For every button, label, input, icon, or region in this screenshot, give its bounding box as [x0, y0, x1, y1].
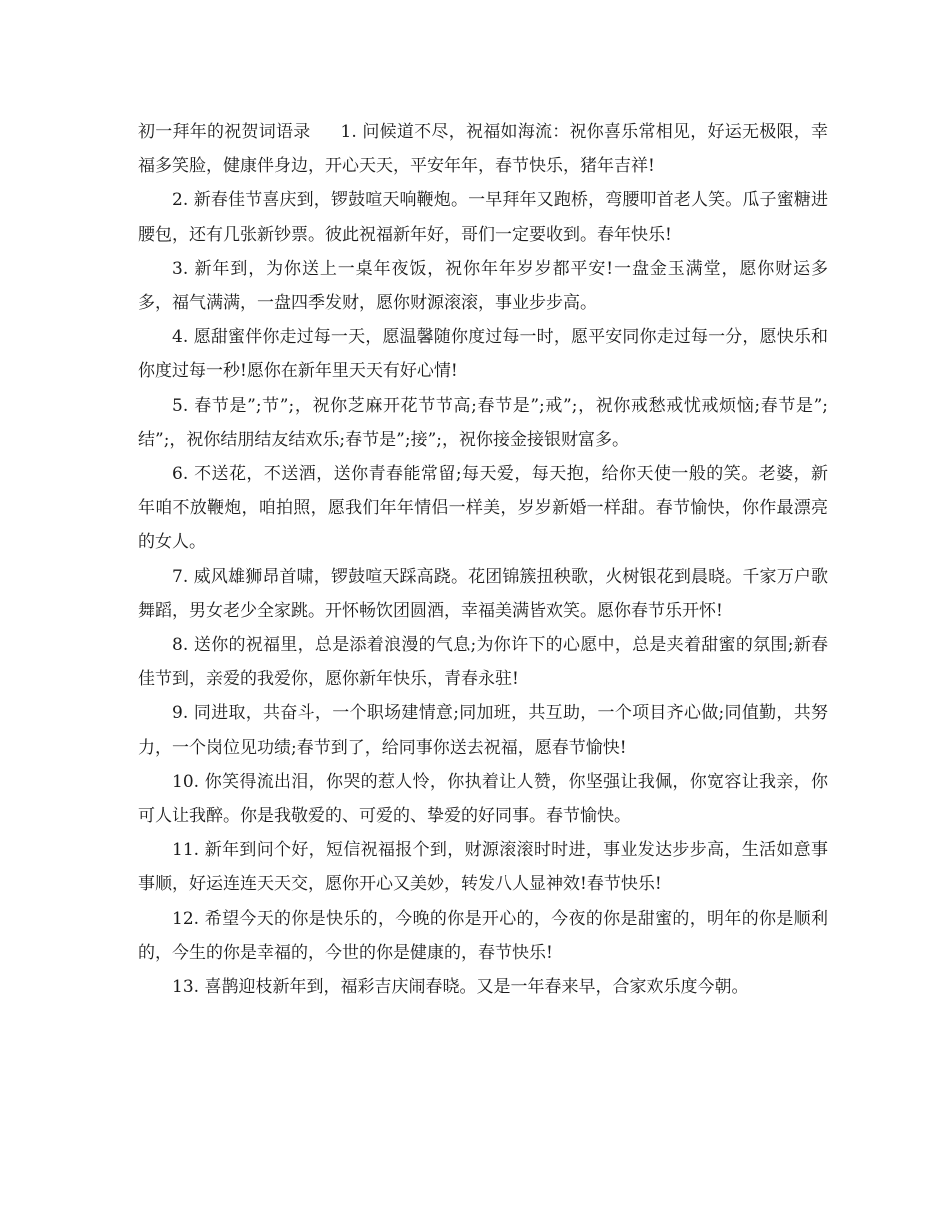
paragraph: 5. 春节是”;节”;，祝你芝麻开花节节高;春节是”;戒”;，祝你戒愁戒忧戒烦恼;春节是”;结”;，祝你结朋结友结欢乐;春节是”;接”;，祝你接金接银财富多。: [138, 395, 828, 450]
paragraph: 10. 你笑得流出泪，你哭的惹人怜，你执着让人赞，你坚强让我佩，你宽容让我亲，你可人让我醉。你是我敬爱的、可爱的、挚爱的好同事。春节愉快。: [138, 771, 828, 827]
paragraph: 11. 新年到问个好，短信祝福报个到，财源滚滚时时进，事业发达步步高，生活如意事事顺，好运连连天天交，愿你开心又美妙，转发八人显神效!春节快乐!: [138, 840, 828, 895]
first-paragraph: [138, 115, 828, 183]
paragraph-text: 1. 问候道不尽，祝福如海流：祝你喜乐常相见，好运无极限，幸福多笑脸，健康伴身边，开心天天，平安年年，春节快乐，猪年吉祥!: [138, 122, 829, 177]
paragraph: 8. 送你的祝福里，总是添着浪漫的气息;为你许下的心愿中，总是夹着甜蜜的氛围;新春佳节到，亲爱的我爱你，愿你新年快乐，青春永驻!: [138, 635, 828, 690]
paragraph: 12. 希望今天的你是快乐的，今晚的你是开心的，今夜的你是甜蜜的，明年的你是顺利的，今生的你是幸福的，今世的你是健康的，春节快乐!: [138, 908, 828, 963]
paragraph: 2. 新春佳节喜庆到，锣鼓喧天响鞭炮。一早拜年又跑桥，弯腰叩首老人笑。瓜子蜜糖进腰包，还有几张新钞票。彼此祝福新年好，哥们一定要收到。春年快乐!: [138, 190, 828, 245]
paragraph: 3. 新年到，为你送上一桌年夜饭，祝你年年岁岁都平安!一盘金玉满堂，愿你财运多多，福气满满，一盘四季发财，愿你财源滚滚，事业步步高。: [138, 258, 828, 314]
document-body: [138, 115, 828, 1004]
paragraph: 9. 同进取，共奋斗，一个职场建情意;同加班，共互助，一个项目齐心做;同值勤，共努力，一个岗位见功绩;春节到了，给同事你送去祝福，愿春节愉快!: [138, 703, 828, 758]
paragraph: 7. 威风雄狮昂首啸，锣鼓喧天踩高跷。花团锦簇扭秧歌，火树银花到晨晓。千家万户歌舞蹈，男女老少全家跳。开怀畅饮团圆酒，幸福美满皆欢笑。愿你春节乐开怀!: [138, 566, 828, 621]
document-title: 初一拜年的祝贺词语录: [138, 122, 311, 142]
paragraph: 6. 不送花，不送酒，送你青春能常留;每天爱，每天抱，给你天使一般的笑。老婆，新年咱不放鞭炮，咱拍照，愿我们年年情侣一样美，岁岁新婚一样甜。春节愉快，你作最漂亮的女人。: [138, 464, 828, 553]
paragraph: 4. 愿甜蜜伴你走过每一天，愿温馨随你度过每一时，愿平安同你走过每一分，愿快乐和你度过每一秒!愿你在新年里天天有好心情!: [138, 327, 828, 382]
paragraph: 13. 喜鹊迎枝新年到，福彩吉庆闹春晓。又是一年春来早，合家欢乐度今朝。: [172, 977, 749, 998]
